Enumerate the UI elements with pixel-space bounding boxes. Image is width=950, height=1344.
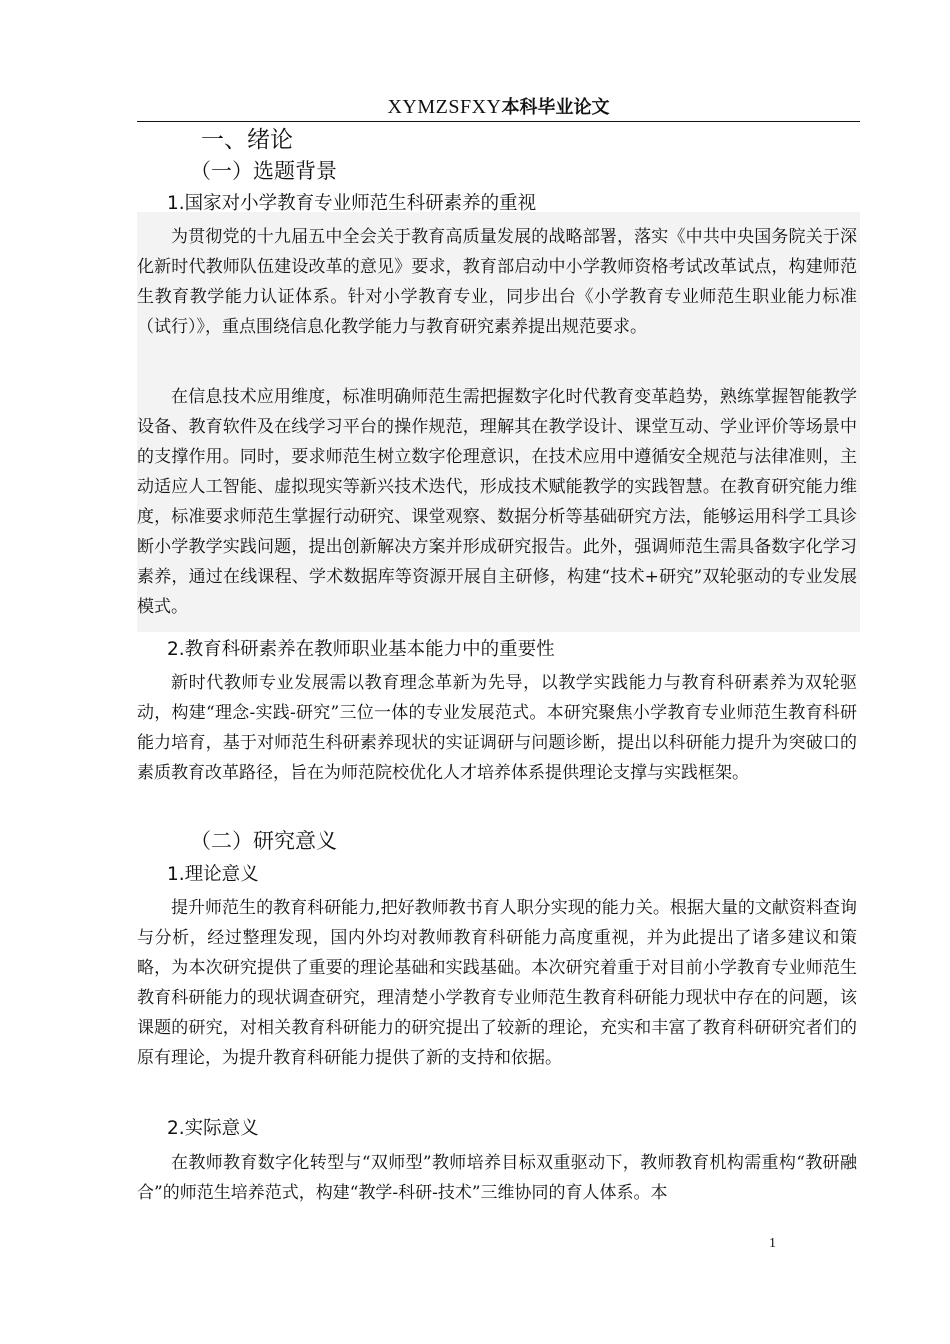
header-prefix: XYMZSFXY: [387, 96, 502, 118]
paragraph-practice: 在教师教育数字化转型与“双师型”教师培养目标双重驱动下，教师教育机构需重构“教研融合”的师范生培养范式，构建“教学-科研-技术”三维协同的育人体系。本: [137, 1153, 857, 1203]
page-number: 1: [769, 1236, 776, 1251]
section-title-background: （一）选题背景: [190, 159, 337, 183]
subsection-title-theory: 1.理论意义: [167, 864, 259, 885]
paragraph-importance: 新时代教师专业发展需以教育理念革新为先导，以教学实践能力与教育科研素养为双轮驱动，构建“理念-实践-研究”三位一体的专业发展范式。本研究聚焦小学教育专业师范生教育科研能力培育，基于对师范生科研素养现状的实证调研与问题诊断，提出以科研能力提升为突破口的素质教育改革路径，旨在为师范院校优化人才培养体系提供理论支撑与实践框架。: [137, 673, 857, 783]
subsection-title-importance: 2.教育科研素养在教师职业基本能力中的重要性: [167, 639, 555, 660]
paragraph-theory: 提升师范生的教育科研能力,把好教师教书育人职分实现的能力关。根据大量的文献资料查询与分析，经过整理发现，国内外均对教师教育科研能力高度重视，并为此提出了诸多建议和策略，为本次研究提供了重要的理论基础和实践基础。本次研究着重于对目前小学教育专业师范生教育科研能力的现状调查研究，理清楚小学教育专业师范生教育科研能力现状中存在的问题，该课题的研究，对相关教育科研能力的研究提出了较新的理论，充实和丰富了教育科研研究者们的原有理论，为提升教育科研能力提供了新的支持和依据。: [137, 898, 857, 1068]
header-rule: [137, 121, 860, 122]
header-title: 本科毕业论文: [501, 97, 610, 118]
subsection-title-practice: 2.实际意义: [167, 1118, 259, 1139]
page-header: [137, 93, 860, 121]
subsection-title-emphasis: 1.国家对小学教育专业师范生科研素养的重视: [167, 193, 537, 214]
paragraph-policy: 为贯彻党的十九届五中全会关于教育高质量发展的战略部署，落实《中共中央国务院关于深化新时代教师队伍建设改革的意见》要求，教育部启动中小学教师资格考试改革试点，构建师范生教育教学能力认证体系。针对小学教育专业，同步出台《小学教育专业师范生职业能力标准（试行）》，重点围绕信息化教学能力与教育研究素养提出规范要求。: [137, 227, 857, 337]
paragraph-standards: 在信息技术应用维度，标准明确师范生需把握数字化时代教育变革趋势，熟练掌握智能教学设备、教育软件及在线学习平台的操作规范，理解其在教学设计、课堂互动、学业评价等场景中的支撑作用。同时，要求师范生树立数字伦理意识，在技术应用中遵循安全规范与法律准则，主动适应人工智能、虚拟现实等新兴技术迭代，形成技术赋能教学的实践智慧。在教育研究能力维度，标准要求师范生掌握行动研究、课堂观察、数据分析等基础研究方法，能够运用科学工具诊断小学教学实践问题，提出创新解决方案并形成研究报告。此外，强调师范生需具备数字化学习素养，通过在线课程、学术数据库等资源开展自主研修，构建“技术+研究”双轮驱动的专业发展模式。: [137, 387, 857, 617]
chapter-title: 一、绪论: [201, 127, 293, 153]
section-title-significance: （二）研究意义: [190, 829, 337, 853]
